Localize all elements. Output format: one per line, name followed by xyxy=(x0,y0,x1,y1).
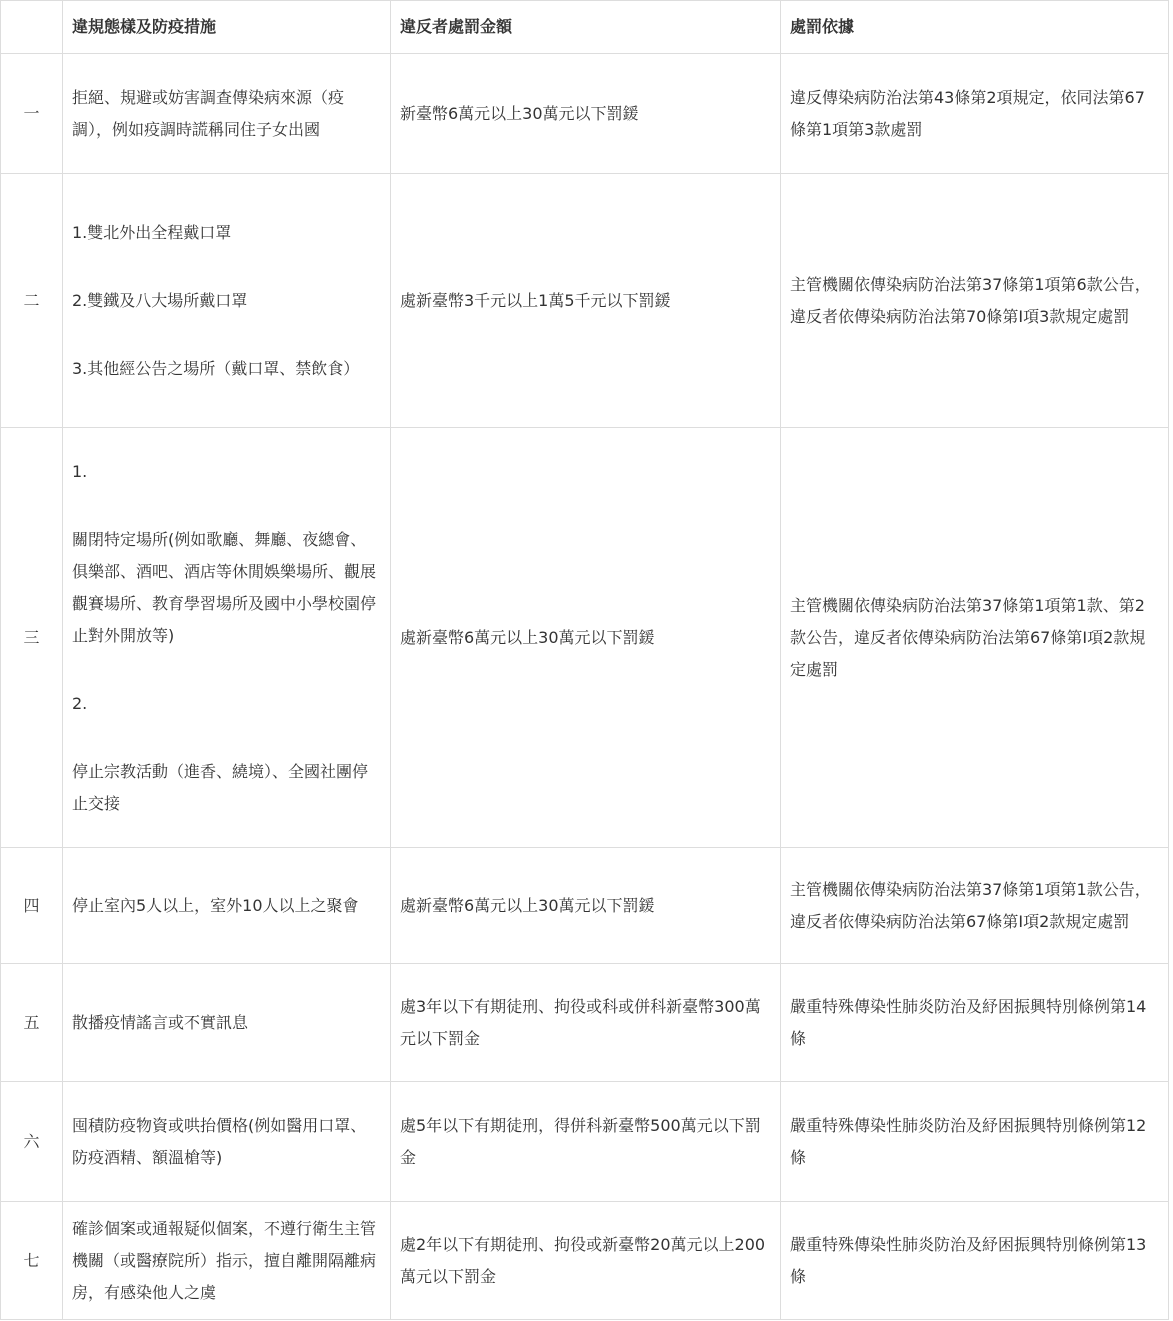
violation-text: 3.其他經公告之場所（戴口罩、禁飲食） xyxy=(72,358,360,378)
row-index: 一 xyxy=(1,54,63,174)
violation-text: 囤積防疫物資或哄抬價格(例如醫用口罩、防疫酒精、額溫槍等) xyxy=(72,1115,367,1167)
row-index: 四 xyxy=(1,848,63,964)
row-penalty: 新臺幣6萬元以上30萬元以下罰鍰 xyxy=(391,54,781,174)
row-violation xyxy=(63,964,391,1082)
row-penalty: 處新臺幣6萬元以上30萬元以下罰鍰 xyxy=(391,848,781,964)
violation-text: 關閉特定場所(例如歌廳、舞廳、夜總會、俱樂部、酒吧、酒店等休閒娛樂場所、觀展觀賽場所、教育學習場所及國中小學校園停止對外開放等) xyxy=(72,529,377,645)
row-basis: 嚴重特殊傳染性肺炎防治及紓困振興特別條例第12條 xyxy=(781,1082,1169,1202)
row-penalty: 處新臺幣6萬元以上30萬元以下罰鍰 xyxy=(391,428,781,848)
row-index: 七 xyxy=(1,1202,63,1320)
row-violation xyxy=(63,54,391,174)
row-index: 五 xyxy=(1,964,63,1082)
violation-text: 停止室內5人以上，室外10人以上之聚會 xyxy=(72,895,359,915)
table-row xyxy=(1,1202,1169,1320)
row-basis: 嚴重特殊傳染性肺炎防治及紓困振興特別條例第14條 xyxy=(781,964,1169,1082)
row-basis: 主管機關依傳染病防治法第37條第1項第1款、第2款公告，違反者依傳染病防治法第67條第I項2款規定處罰 xyxy=(781,428,1169,848)
row-penalty: 處3年以下有期徒刑、拘役或科或併科新臺幣300萬元以下罰金 xyxy=(391,964,781,1082)
row-penalty: 處2年以下有期徒刑、拘役或新臺幣20萬元以上200萬元以下罰金 xyxy=(391,1202,781,1320)
row-basis: 違反傳染病防治法第43條第2項規定，依同法第67條第1項第3款處罰 xyxy=(781,54,1169,174)
row-penalty: 處新臺幣3千元以上1萬5千元以下罰鍰 xyxy=(391,174,781,428)
row-violation xyxy=(63,1082,391,1202)
header-index xyxy=(1,1,63,54)
table-row xyxy=(1,174,1169,428)
row-basis: 主管機關依傳染病防治法第37條第1項第6款公告，違反者依傳染病防治法第70條第I項3款規定處罰 xyxy=(781,174,1169,428)
table-row xyxy=(1,964,1169,1082)
table-row xyxy=(1,54,1169,174)
row-basis: 主管機關依傳染病防治法第37條第1項第1款公告，違反者依傳染病防治法第67條第I項2款規定處罰 xyxy=(781,848,1169,964)
row-index: 二 xyxy=(1,174,63,428)
header-violation: 違規態樣及防疫措施 xyxy=(63,1,391,54)
row-penalty: 處5年以下有期徒刑，得併科新臺幣500萬元以下罰金 xyxy=(391,1082,781,1202)
violation-text: 2.雙鐵及八大場所戴口罩 xyxy=(72,290,248,310)
row-index: 三 xyxy=(1,428,63,848)
violation-text: 拒絕、規避或妨害調查傳染病來源（疫調），例如疫調時謊稱同住子女出國 xyxy=(72,87,345,139)
header-penalty: 違反者處罰金額 xyxy=(391,1,781,54)
violation-text: 散播疫情謠言或不實訊息 xyxy=(72,1012,249,1032)
violation-text: 確診個案或通報疑似個案，不遵行衛生主管機關（或醫療院所）指示，擅自離開隔離病房，有感染他人之虞 xyxy=(72,1218,377,1302)
row-index: 六 xyxy=(1,1082,63,1202)
row-violation xyxy=(63,428,391,848)
violation-text: 1. xyxy=(72,461,88,481)
table-header-row xyxy=(1,1,1169,54)
row-basis: 嚴重特殊傳染性肺炎防治及紓困振興特別條例第13條 xyxy=(781,1202,1169,1320)
row-violation xyxy=(63,848,391,964)
table-row xyxy=(1,848,1169,964)
violation-text: 停止宗教活動（進香、繞境）、全國社團停止交接 xyxy=(72,761,369,813)
header-basis: 處罰依據 xyxy=(781,1,1169,54)
violation-text: 2. xyxy=(72,693,88,713)
row-violation xyxy=(63,1202,391,1320)
violation-text: 1.雙北外出全程戴口罩 xyxy=(72,222,232,242)
table-row xyxy=(1,428,1169,848)
table-row xyxy=(1,1082,1169,1202)
row-violation xyxy=(63,174,391,428)
